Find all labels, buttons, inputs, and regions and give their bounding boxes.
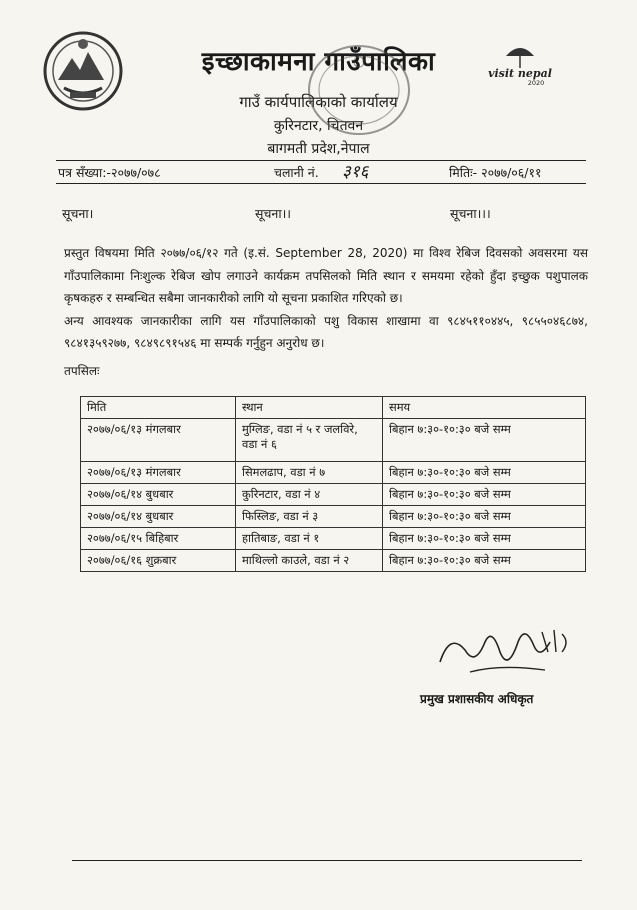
footer-divider <box>72 860 582 861</box>
table-row <box>81 550 586 572</box>
cell-time: बिहान ७:३०-१०:३० बजे सम्म <box>383 506 586 528</box>
cell-date: २०७७/०६/१३ मंगलबार <box>81 462 236 484</box>
patra-sankhya: पत्र सँख्या:-२०७७/०७८ <box>58 165 161 180</box>
cell-place: कुरिनटार, वडा नं ४ <box>236 484 383 506</box>
cell-place: सिमलढाप, वडा नं ७ <box>236 462 383 484</box>
cell-time: बिहान ७:३०-१०:३० बजे सम्म <box>383 550 586 572</box>
body-paragraph-2: अन्य आवश्यक जानकारीका लागि यस गाँउपालिकाको पशु विकास शाखामा वा ९८४५११०४४५, ९८५५०४६८७४, ९८४१३५९२७७, ९८४९८९१५४६ मा सम्पर्क गर्नुहुन अनुरोध छ। <box>64 313 588 351</box>
cell-date: २०७७/०६/१४ बुधबार <box>81 484 236 506</box>
header-place: स्थान <box>236 397 383 419</box>
notice-heading-1: सूचना। <box>62 206 94 221</box>
cell-place: हातिबाङ, वडा नं १ <box>236 528 383 550</box>
notice-body <box>64 242 588 355</box>
cell-place: मुग्लिङ, वडा नं ५ र जलविरे, वडा नं ६ <box>236 419 383 462</box>
tapasil-label: तपसिलः <box>64 364 100 378</box>
designation: प्रमुख प्रशासकीय अधिकृत <box>420 692 534 706</box>
cell-place: फिस्लिङ, वडा नं ३ <box>236 506 383 528</box>
svg-text:visit nepal: visit nepal <box>488 67 552 80</box>
cell-place: माथिल्लो काउले, वडा नं २ <box>236 550 383 572</box>
address-line: कुरिनटार, चितवन <box>273 118 364 134</box>
province-line: बागमती प्रदेश,नेपाल <box>267 141 370 157</box>
table-row <box>81 528 586 550</box>
cell-date: २०७७/०६/१६ शुक्रबार <box>81 550 236 572</box>
header-time: समय <box>383 397 586 419</box>
cell-date: २०७७/०६/१४ बुधबार <box>81 506 236 528</box>
table-row <box>81 484 586 506</box>
chalani-label: चलानी नं. <box>274 165 319 180</box>
cell-date: २०७७/०६/१५ बिहिबार <box>81 528 236 550</box>
table-row <box>81 419 586 462</box>
notice-heading-3: सूचना।।। <box>450 206 491 221</box>
signature-icon <box>430 612 580 687</box>
cell-time: बिहान ७:३०-१०:३० बजे सम्म <box>383 462 586 484</box>
chalani-number: ३१६ <box>342 162 369 182</box>
table-header-row <box>81 397 586 419</box>
table-row <box>81 506 586 528</box>
cell-time: बिहान ७:३०-१०:३० बजे सम्म <box>383 419 586 462</box>
cell-date: २०७७/०६/१३ मंगलबार <box>81 419 236 462</box>
header-date: मिति <box>81 397 236 419</box>
cell-time: बिहान ७:३०-१०:३० बजे सम्म <box>383 528 586 550</box>
office-name: गाउँ कार्यपालिकाको कार्यालय <box>239 93 398 111</box>
svg-text:2020: 2020 <box>527 79 545 86</box>
table-row <box>81 462 586 484</box>
cell-time: बिहान ७:३०-१०:३० बजे सम्म <box>383 484 586 506</box>
org-name: इच्छाकामना गाउँपालिका <box>201 47 436 77</box>
reference-bar <box>56 160 586 184</box>
date: मितिः- २०७७/०६/११ <box>449 165 542 180</box>
notice-heading-2: सूचना।। <box>255 206 292 221</box>
office-stamp-icon <box>300 40 418 140</box>
body-paragraph-1: प्रस्तुत विषयमा मिति २०७७/०६/१२ गते (इ.सं. September 28, 2020) मा विश्व रेबिज दिवसको अवसरमा यस गाँउपालिकामा निःशुल्क रेबिज खोप लगाउने कार्यक्रम तपसिलको मिति स्थान र समयमा रहेको हुँदा इच्छुक पशुपालक कृषकहरु र सम्बन्धित सबैमा जानकारीको लागि यो सूचना प्रकाशित गरिएको छ। <box>64 246 588 306</box>
schedule-table <box>80 396 586 572</box>
